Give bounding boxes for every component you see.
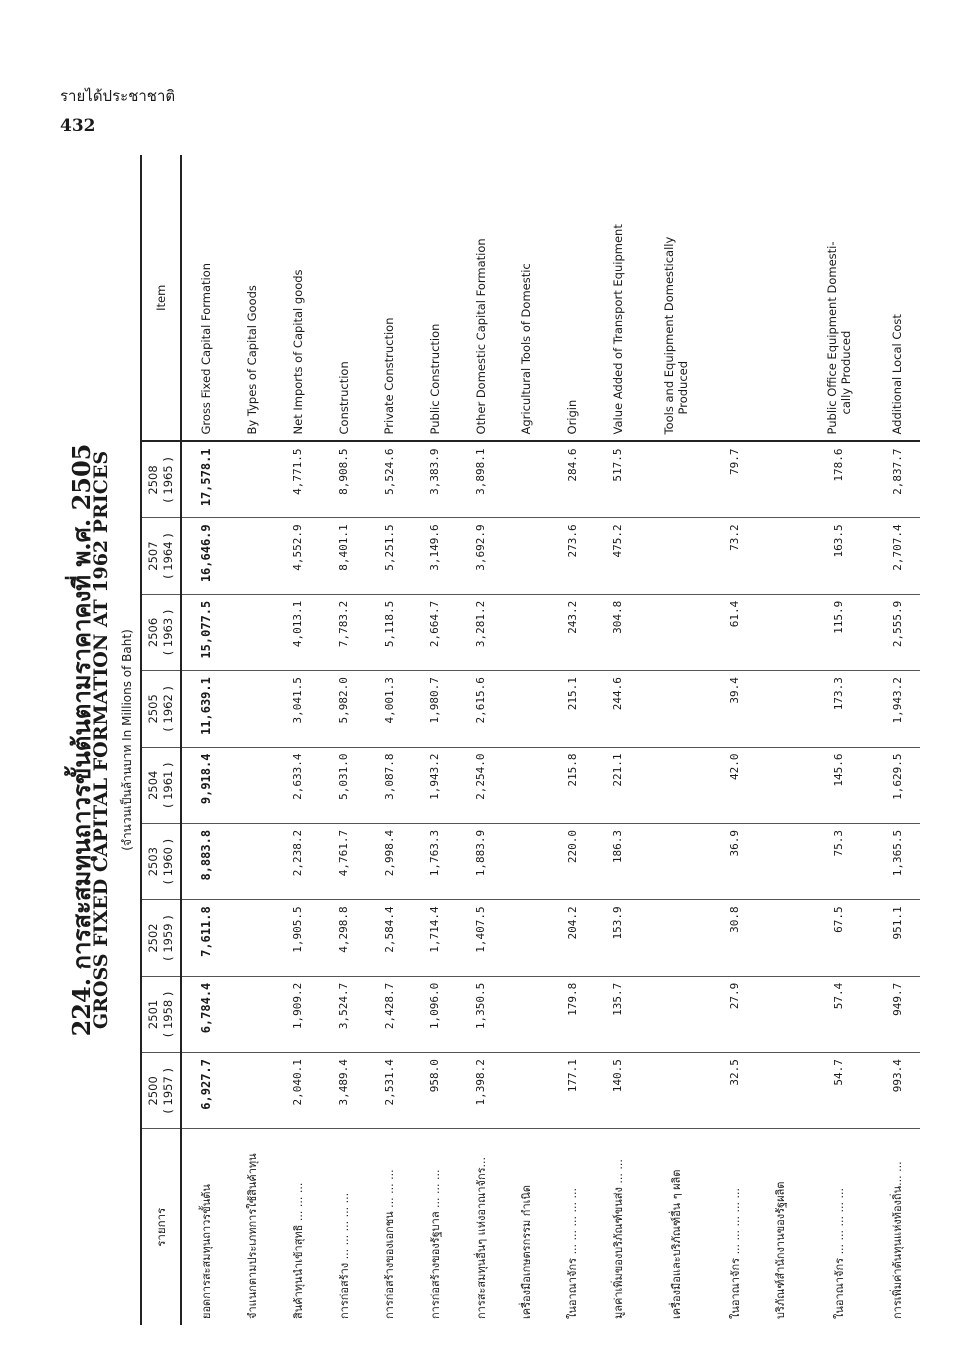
value-cell: 304.8 — [595, 594, 641, 670]
row-label-thai: ในอาณาจักร ... ... ... ... ... — [728, 1187, 742, 1319]
year-be: 2501 — [146, 999, 160, 1030]
value-cell: 2,555.9 — [874, 594, 920, 670]
value-cell: 215.1 — [549, 671, 595, 747]
table-header-row — [141, 155, 181, 1325]
value-cell: 993.4 — [874, 1053, 920, 1129]
value-cell — [229, 823, 275, 899]
capital-formation-table — [140, 155, 920, 1325]
value-cell — [757, 1053, 803, 1129]
column-header-year — [141, 900, 181, 976]
value-cell: 7,611.8 — [181, 900, 229, 976]
year-be: 2505 — [146, 694, 160, 724]
value-cell: 32.5 — [712, 1053, 758, 1129]
row-label-english — [181, 155, 229, 441]
value-cell — [503, 900, 549, 976]
row-label-english-line: Gross Fixed Capital Formation — [198, 262, 213, 435]
value-cell: 2,837.7 — [874, 441, 920, 517]
value-cell: 475.2 — [595, 518, 641, 594]
value-cell: 8,401.1 — [321, 518, 367, 594]
value-cell: 5,982.0 — [321, 671, 367, 747]
value-cell: 1,763.3 — [412, 823, 458, 899]
table-body — [181, 155, 920, 1325]
value-cell — [641, 441, 712, 517]
value-cell: 3,041.5 — [275, 671, 321, 747]
value-cell: 4,001.3 — [366, 671, 412, 747]
value-cell: 3,524.7 — [321, 976, 367, 1052]
column-header-year — [141, 594, 181, 670]
row-label-english-line: Public Office Equipment Domesti- — [824, 241, 839, 435]
value-cell — [503, 441, 549, 517]
value-cell — [229, 671, 275, 747]
table-units-note: (จำนวนเป็นล้านบาท In Millions of Baht) — [120, 629, 134, 851]
value-cell: 3,489.4 — [321, 1053, 367, 1129]
row-label-english-line: Tools and Equipment Domestically — [662, 236, 677, 435]
value-cell: 4,771.5 — [275, 441, 321, 517]
year-ad: ( 1962 ) — [161, 686, 175, 732]
row-label-thai: เครื่องมือเกษตรกรรม กำเนิด — [520, 1184, 534, 1319]
value-cell: 4,761.7 — [321, 823, 367, 899]
value-cell: 9,918.4 — [181, 747, 229, 823]
year-be: 2504 — [146, 770, 160, 800]
year-ad: ( 1963 ) — [161, 609, 175, 656]
value-cell: 5,118.5 — [366, 594, 412, 670]
value-cell: 8,883.8 — [181, 823, 229, 899]
value-cell: 57.4 — [803, 976, 874, 1052]
value-cell — [641, 1053, 712, 1129]
value-cell: 244.6 — [595, 671, 641, 747]
value-cell — [757, 976, 803, 1052]
value-cell: 215.8 — [549, 747, 595, 823]
row-label-english — [712, 155, 758, 441]
value-cell: 2,531.4 — [366, 1053, 412, 1129]
value-cell: 221.1 — [595, 747, 641, 823]
value-cell: 2,254.0 — [458, 747, 504, 823]
column-header-year — [141, 518, 181, 594]
value-cell: 1,909.2 — [275, 976, 321, 1052]
row-label-english — [803, 155, 874, 441]
row-label-english — [503, 155, 549, 441]
table-row — [458, 155, 504, 1325]
table-row — [641, 155, 712, 1325]
value-cell — [757, 747, 803, 823]
value-cell: 67.5 — [803, 900, 874, 976]
value-cell: 7,783.2 — [321, 594, 367, 670]
row-label-english-line: Construction — [336, 361, 351, 435]
value-cell: 3,087.8 — [366, 747, 412, 823]
value-cell: 79.7 — [712, 441, 758, 517]
value-cell: 1,398.2 — [458, 1053, 504, 1129]
year-be: 2507 — [146, 541, 160, 571]
rotated-table-block — [62, 155, 922, 1325]
row-label-thai: ยอดการสะสมทุนถาวรขั้นต้น — [199, 1184, 213, 1319]
row-label-thai: บริภัณฑ์สำนักงานของรัฐผลิต — [774, 1181, 788, 1319]
table-row — [366, 155, 412, 1325]
row-label-thai: การเพิ่มค่าต้นทุนแห่งท้องถิ่น... ... — [891, 1161, 905, 1319]
row-label-english-line: Agricultural Tools of Domestic — [519, 263, 534, 435]
page-number: 432 — [60, 116, 96, 136]
year-ad: ( 1960 ) — [161, 838, 175, 885]
value-cell — [757, 900, 803, 976]
column-header-item-thai: รายการ — [141, 1129, 181, 1325]
value-cell: 2,664.7 — [412, 594, 458, 670]
row-label-english-line: Other Domestic Capital Formation — [473, 238, 488, 435]
table-row — [321, 155, 367, 1325]
value-cell — [229, 594, 275, 670]
value-cell: 17,578.1 — [181, 441, 229, 517]
value-cell: 1,629.5 — [874, 747, 920, 823]
row-label-thai: การก่อสร้างของเอกชน ... ... ... — [383, 1169, 397, 1319]
value-cell — [641, 747, 712, 823]
value-cell — [757, 594, 803, 670]
value-cell — [503, 976, 549, 1052]
year-ad: ( 1965 ) — [161, 457, 175, 503]
value-cell: 115.9 — [803, 594, 874, 670]
row-label-english-line: Public Construction — [427, 323, 442, 435]
column-header-year — [141, 976, 181, 1052]
column-header-year — [141, 747, 181, 823]
value-cell: 1,365.5 — [874, 823, 920, 899]
value-cell: 2,998.4 — [366, 823, 412, 899]
row-label-english-line: Origin — [565, 399, 580, 435]
value-cell: 73.2 — [712, 518, 758, 594]
value-cell: 2,615.6 — [458, 671, 504, 747]
value-cell — [757, 823, 803, 899]
year-ad: ( 1958 ) — [161, 991, 175, 1038]
value-cell: 220.0 — [549, 823, 595, 899]
value-cell: 27.9 — [712, 976, 758, 1052]
value-cell: 5,524.6 — [366, 441, 412, 517]
value-cell: 4,298.8 — [321, 900, 367, 976]
value-cell: 204.2 — [549, 900, 595, 976]
value-cell: 11,639.1 — [181, 671, 229, 747]
value-cell: 3,898.1 — [458, 441, 504, 517]
value-cell: 2,633.4 — [275, 747, 321, 823]
table-row — [595, 155, 641, 1325]
value-cell: 3,692.9 — [458, 518, 504, 594]
value-cell — [641, 823, 712, 899]
value-cell: 1,980.7 — [412, 671, 458, 747]
value-cell: 1,096.0 — [412, 976, 458, 1052]
value-cell: 1,943.2 — [412, 747, 458, 823]
value-cell: 153.9 — [595, 900, 641, 976]
value-cell: 54.7 — [803, 1053, 874, 1129]
value-cell: 3,383.9 — [412, 441, 458, 517]
value-cell: 39.4 — [712, 671, 758, 747]
value-cell: 1,350.5 — [458, 976, 504, 1052]
value-cell: 2,707.4 — [874, 518, 920, 594]
value-cell: 179.8 — [549, 976, 595, 1052]
value-cell: 4,013.1 — [275, 594, 321, 670]
column-header-year — [141, 671, 181, 747]
value-cell: 61.4 — [712, 594, 758, 670]
row-label-english-line: Net Imports of Capital goods — [290, 269, 305, 435]
year-be: 2508 — [146, 465, 160, 495]
row-label-english-line: Produced — [676, 360, 691, 415]
page-section-title: รายได้ประชาชาติ — [60, 87, 176, 105]
value-cell: 6,927.7 — [181, 1053, 229, 1129]
column-header-year — [141, 1053, 181, 1129]
year-ad: ( 1964 ) — [161, 533, 175, 579]
column-header-item-english: Item — [141, 155, 181, 441]
value-cell: 140.5 — [595, 1053, 641, 1129]
row-label-thai: สินค้าทุนนำเข้าสุทธิ ... ... ... — [291, 1182, 305, 1319]
year-be: 2502 — [146, 923, 160, 953]
year-ad: ( 1961 ) — [161, 762, 175, 809]
value-cell — [229, 900, 275, 976]
value-cell: 2,428.7 — [366, 976, 412, 1052]
value-cell: 5,251.5 — [366, 518, 412, 594]
table-title-thai: 224. การสะสมทุนถาวรขั้นต้นตามราคาคงที่ พ.ศ. 2505 — [67, 443, 96, 1037]
table-row — [874, 155, 920, 1325]
value-cell — [229, 747, 275, 823]
row-label-english-line: By Types of Capital Goods — [245, 285, 260, 435]
column-header-year — [141, 441, 181, 517]
value-cell: 8,908.5 — [321, 441, 367, 517]
value-cell — [503, 594, 549, 670]
value-cell: 145.6 — [803, 747, 874, 823]
value-cell — [503, 671, 549, 747]
value-cell: 3,281.2 — [458, 594, 504, 670]
value-cell: 36.9 — [712, 823, 758, 899]
row-label-english — [275, 155, 321, 441]
value-cell: 15,077.5 — [181, 594, 229, 670]
table-row — [229, 155, 275, 1325]
value-cell: 4,552.9 — [275, 518, 321, 594]
value-cell — [229, 1053, 275, 1129]
value-cell: 1,407.5 — [458, 900, 504, 976]
value-cell: 2,584.4 — [366, 900, 412, 976]
value-cell — [757, 671, 803, 747]
year-ad: ( 1959 ) — [161, 915, 175, 961]
value-cell: 949.7 — [874, 976, 920, 1052]
value-cell: 173.3 — [803, 671, 874, 747]
value-cell — [641, 900, 712, 976]
row-label-english — [366, 155, 412, 441]
table-row — [503, 155, 549, 1325]
value-cell: 30.8 — [712, 900, 758, 976]
table-row — [275, 155, 321, 1325]
row-label-thai: จำแนกตามประเภทการใช้สินค้าทุน — [246, 1153, 260, 1319]
value-cell: 284.6 — [549, 441, 595, 517]
table-row — [712, 155, 758, 1325]
row-label-english — [229, 155, 275, 441]
table-row — [803, 155, 874, 1325]
value-cell: 2,040.1 — [275, 1053, 321, 1129]
value-cell — [641, 976, 712, 1052]
value-cell: 517.5 — [595, 441, 641, 517]
value-cell: 1,905.5 — [275, 900, 321, 976]
row-label-thai: ในอาณาจักร ... ... ... ... ... — [566, 1187, 580, 1319]
year-be: 2506 — [146, 617, 160, 648]
value-cell: 135.7 — [595, 976, 641, 1052]
value-cell: 5,031.0 — [321, 747, 367, 823]
value-cell: 186.3 — [595, 823, 641, 899]
value-cell: 6,784.4 — [181, 976, 229, 1052]
table-row — [757, 155, 803, 1325]
value-cell: 243.2 — [549, 594, 595, 670]
year-ad: ( 1957 ) — [161, 1068, 175, 1114]
value-cell — [503, 1053, 549, 1129]
row-label-thai: ในอาณาจักร ... ... ... ... ... — [832, 1187, 846, 1319]
value-cell: 1,943.2 — [874, 671, 920, 747]
value-cell: 16,646.9 — [181, 518, 229, 594]
value-cell: 2,238.2 — [275, 823, 321, 899]
value-cell: 958.0 — [412, 1053, 458, 1129]
value-cell: 951.1 — [874, 900, 920, 976]
row-label-english — [641, 155, 712, 441]
column-header-year — [141, 823, 181, 899]
value-cell: 273.6 — [549, 518, 595, 594]
value-cell — [229, 976, 275, 1052]
value-cell — [503, 823, 549, 899]
row-label-thai: เครื่องมือและบริภัณฑ์อื่น ๆ ผลิต — [670, 1169, 684, 1319]
value-cell: 1,883.9 — [458, 823, 504, 899]
table-title-english: GROSS FIXED CAPITAL FORMATION AT 1962 PRICES — [90, 450, 112, 1030]
row-label-english — [595, 155, 641, 441]
value-cell — [229, 518, 275, 594]
row-label-thai: การสะสมทุนอื่นๆ แห่งอาณาจักร... — [474, 1156, 488, 1319]
row-label-english — [549, 155, 595, 441]
value-cell: 178.6 — [803, 441, 874, 517]
row-label-english — [458, 155, 504, 441]
row-label-english-line: Additional Local Cost — [890, 314, 905, 435]
value-cell: 3,149.6 — [412, 518, 458, 594]
row-label-thai: การก่อสร้างของรัฐบาล ... ... ... — [428, 1169, 442, 1319]
row-label-english-line: cally Produced — [838, 330, 853, 415]
value-cell: 163.5 — [803, 518, 874, 594]
row-label-english — [757, 155, 803, 441]
value-cell — [757, 441, 803, 517]
table-row — [412, 155, 458, 1325]
table-row — [181, 155, 229, 1325]
row-label-english — [874, 155, 920, 441]
row-label-english-line: Value Added of Transport Equipment — [610, 224, 625, 435]
row-label-english — [412, 155, 458, 441]
value-cell: 1,714.4 — [412, 900, 458, 976]
value-cell — [229, 441, 275, 517]
value-cell: 42.0 — [712, 747, 758, 823]
value-cell — [641, 518, 712, 594]
table-row — [549, 155, 595, 1325]
value-cell — [503, 747, 549, 823]
value-cell — [641, 671, 712, 747]
row-label-thai: การก่อสร้าง ... ... ... ... ... — [337, 1192, 351, 1319]
value-cell — [757, 518, 803, 594]
year-be: 2500 — [146, 1076, 160, 1106]
row-label-thai: มูลค่าเพิ่มของบริภัณฑ์ขนส่ง ... ... — [611, 1159, 625, 1319]
row-label-english-line: Private Construction — [382, 317, 397, 435]
value-cell: 177.1 — [549, 1053, 595, 1129]
year-be: 2503 — [146, 847, 160, 877]
value-cell — [503, 518, 549, 594]
value-cell — [641, 594, 712, 670]
row-label-english — [321, 155, 367, 441]
value-cell: 75.3 — [803, 823, 874, 899]
